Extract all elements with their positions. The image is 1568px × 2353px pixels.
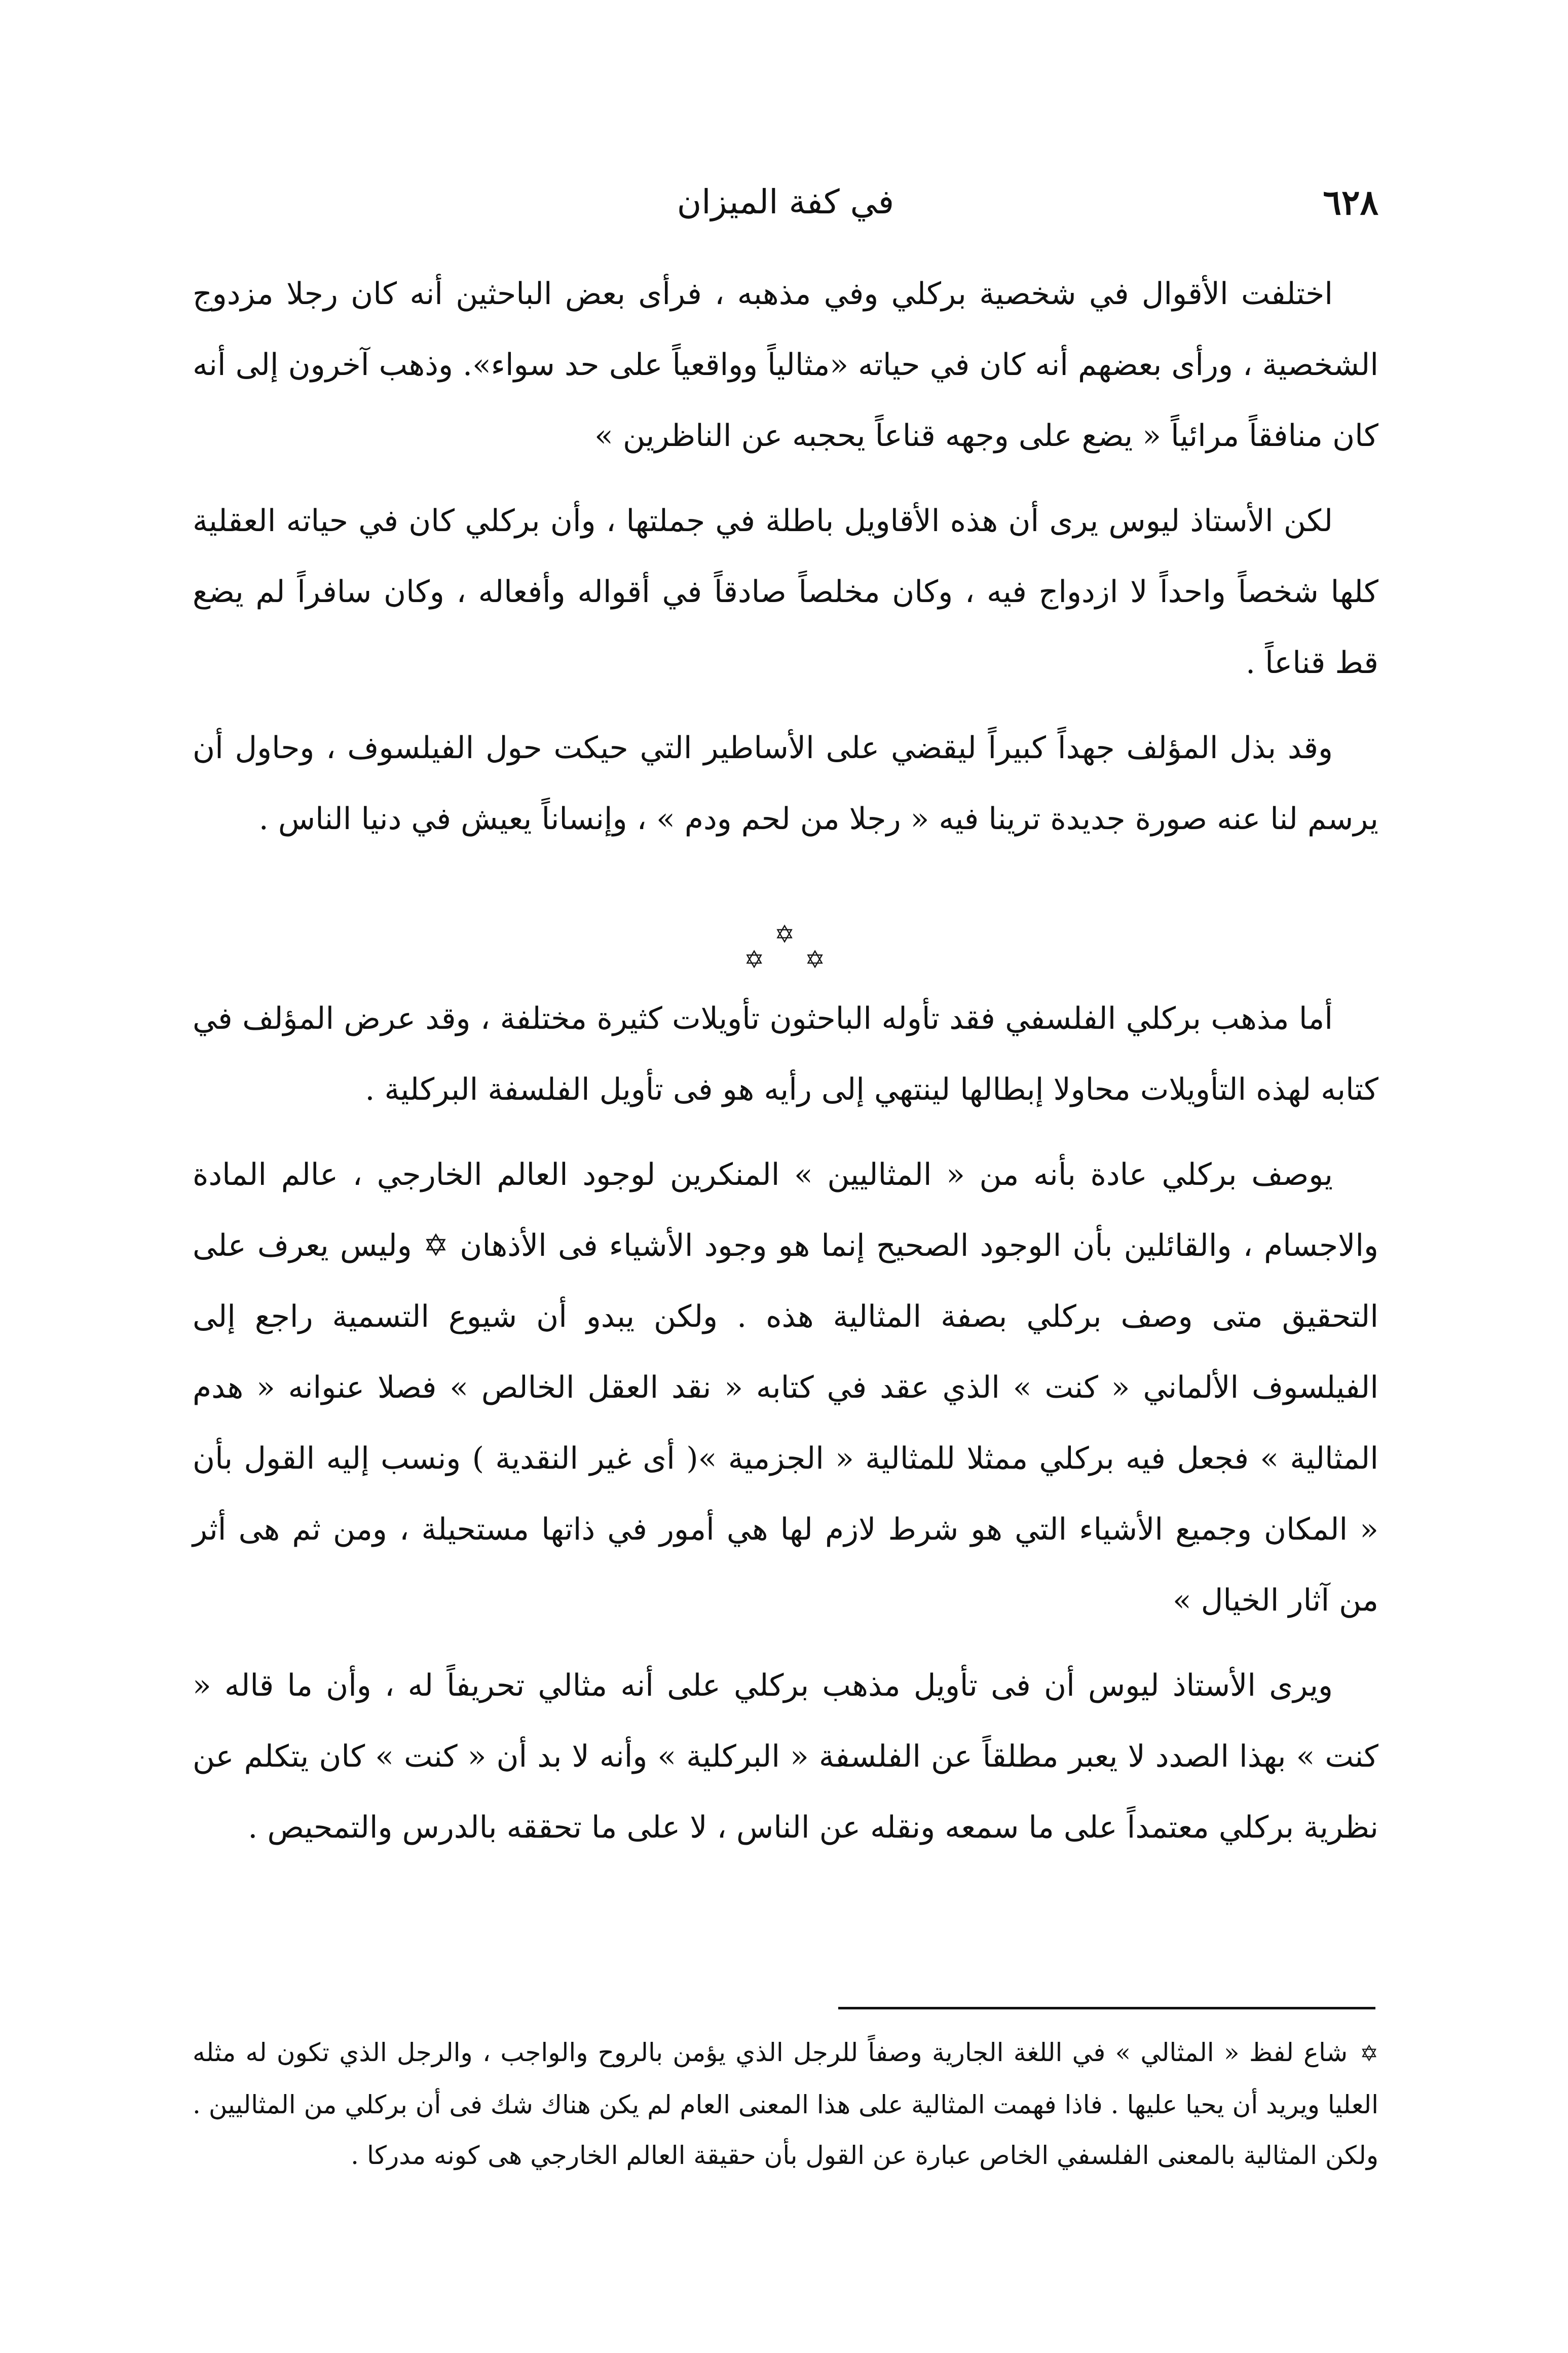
section-ornament [730, 922, 841, 978]
star-ornament-icon: ✡ [744, 946, 765, 974]
paragraph-idealism-description: يوصف بركلي عادة بأنه من « المثاليين » المنكرين لوجود العالم الخارجي ، عالم المادة والاجسام ، والقائلين بأن الوجود الصحيح إنما هو وجود الأشياء فى الأذهان ✡ وليس يعرف على التحقيق متى وصف بركلي بصفة المثالية هذه . ولكن يبدو أن شيوع التسمية راجع إلى الفيلسوف الألماني « كنت » الذي عقد في كتابه « نقد العقل الخالص » فصلا عنوانه « هدم المثالية » فجعل فيه بركلي ممثلا للمثالية « الجزمية »( أى غير النقدية ) ونسب إليه القول بأن « المكان وجميع الأشياء التي هو شرط لازم لها هي أمور في ذاتها مستحيلة ، ومن ثم هى أثر من آثار الخيال » [193, 1157, 1378, 1618]
paragraph-author-effort: وقد بذل المؤلف جهداً كبيراً ليقضي على الأساطير التي حيكت حول الفيلسوف ، وحاول أن يرسم لنا عنه صورة جديدة ترينا فيه « رجلا من لحم ودم » ، وإنساناً يعيش في دنيا الناس . [193, 730, 1378, 837]
paragraph-berkeley-personality: اختلفت الأقوال في شخصية بركلي وفي مذهبه ، فرأى بعض الباحثين أنه كان رجلا مزدوج الشخصية ، ورأى بعضهم أنه كان في حياته «مثالياً وواقعياً على حد سواء». وذهب آخرون إلى أنه كان منافقاً مرائياً « يضع على وجهه قناعاً يحجبه عن الناظرين » [193, 276, 1378, 454]
paragraph-kant-critique: ويرى الأستاذ ليوس أن فى تأويل مذهب بركلي على أنه مثالي تحريفاً له ، وأن ما قاله « كنت » بهذا الصدد لا يعبر مطلقاً عن الفلسفة « البركلية » وأنه لا بد أن « كنت » كان يتكلم عن نظرية بركلي معتمداً على ما سمعه ونقله عن الناس ، لا على ما تحققه بالدرس والتمحيص . [193, 1668, 1378, 1845]
footnote-block [193, 2027, 1378, 2181]
footnote-star-icon: ✡ [1360, 2041, 1379, 2067]
body-section-two [193, 983, 1378, 1877]
footnote-text: شاع لفظ « المثالي » في اللغة الجارية وصفاً للرجل الذي يؤمن بالروح والواجب ، والرجل الذي تكون له مثله العليا ويريد أن يحيا عليها . فاذا فهمت المثالية على هذا المعنى العام لم يكن هناك شك فى أن بركلي من المثاليين . ولكن المثالية بالمعنى الفلسفي الخاص عبارة عن القول بأن حقيقة العالم الخارجي هى كونه مدركا . [193, 2038, 1378, 2170]
footnote-divider [838, 2007, 1375, 2009]
paragraph-luce-view: لكن الأستاذ ليوس يرى أن هذه الأقاويل باطلة في جملتها ، وأن بركلي كان في حياته العقلية كلها شخصاً واحداً لا ازدواج فيه ، وكان مخلصاً صادقاً في أقواله وأفعاله ، وكان سافراً لم يضع قط قناعاً . [193, 503, 1378, 681]
body-section-one [193, 258, 1378, 869]
star-ornament-icon: ✡ [805, 946, 826, 974]
page-number: ٦٢٨ [1323, 182, 1378, 223]
star-ornament-icon: ✡ [774, 920, 795, 949]
page-header [193, 182, 1378, 238]
running-title: في كفة الميزان [677, 182, 894, 221]
paragraph-philosophy-interpretations: أما مذهب بركلي الفلسفي فقد تأوله الباحثون تأويلات كثيرة مختلفة ، وقد عرض المؤلف في كتابه لهذه التأويلات محاولا إبطالها لينتهي إلى رأيه هو فى تأويل الفلسفة البركلية . [193, 1001, 1378, 1107]
